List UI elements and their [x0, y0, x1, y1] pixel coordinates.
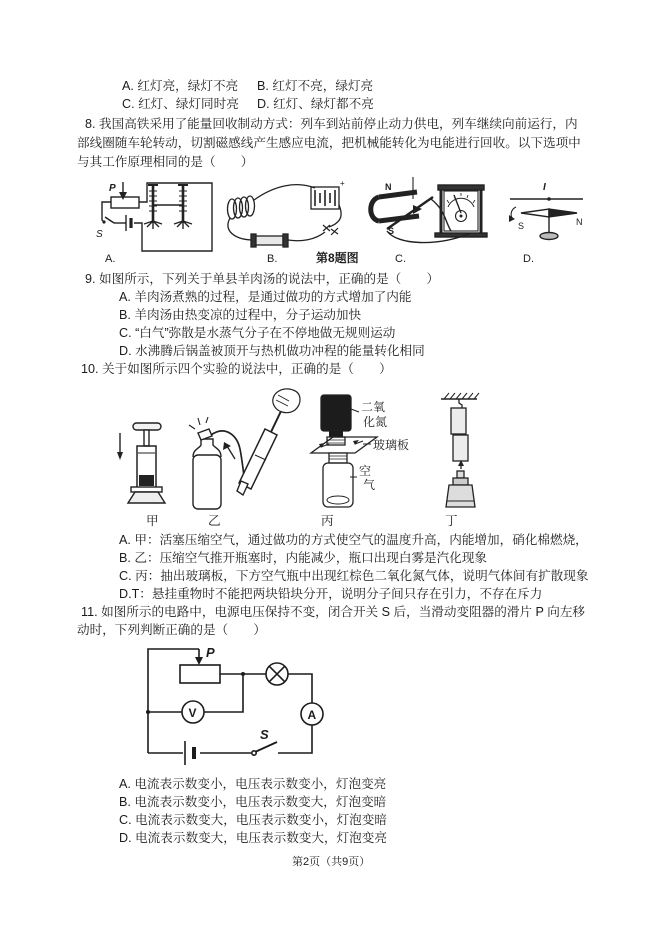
- q8-figure-label-c: C.: [395, 253, 406, 265]
- q10-stem: 10. 关于如图所示四个实验的说法中，正确的是（ ）: [81, 362, 392, 376]
- q9-option-b: B. 羊肉汤由热变凉的过程中，分子运动加快: [119, 308, 362, 322]
- q11-option-c: C. 电流表示数变大，电压表示数变小，灯泡变暗: [119, 813, 387, 827]
- q8-compass-n-label: N: [576, 217, 583, 227]
- q10-air-label-line1: 空: [359, 464, 372, 478]
- q7-option-b: B. 红灯不亮，绿灯亮: [257, 79, 374, 93]
- q9-option-c: C. “白气”弥散是水蒸气分子在不停地做无规则运动: [119, 326, 396, 340]
- q10-figure-label-ding: 丁: [445, 514, 458, 528]
- q7-option-a: A. 红灯亮，绿灯不亮: [122, 79, 239, 93]
- q11-switch-lever: [255, 742, 277, 752]
- q8-figure-caption: 第8题图: [316, 251, 359, 265]
- q10-glass-plate-label: 玻璃板: [373, 438, 410, 452]
- q10-option-c: C. 丙：抽出玻璃板，下方空气瓶中出现红棕色二氧化氮气体，说明气体间有扩散现象: [119, 569, 589, 583]
- q11-option-a: A. 电流表示数变小，电压表示数变小，灯泡变亮: [119, 777, 387, 791]
- q8-compass-s-label: S: [518, 221, 525, 231]
- q11-circuit-figure: [138, 643, 343, 771]
- q11-rheostat: [180, 665, 220, 683]
- q8-figure-label-a: A.: [105, 253, 116, 265]
- q10-figure-label-yi: 乙: [208, 514, 221, 528]
- q10-air-label-line2: 气: [363, 478, 376, 492]
- q8-figure-electromagnet-diagram: [102, 182, 212, 251]
- q11-option-d: D. 电流表示数变大，电压表示数变大，灯泡变亮: [119, 831, 387, 845]
- q11-option-b: B. 电流表示数变小，电压表示数变大，灯泡变暗: [119, 795, 387, 809]
- q9-stem: 9. 如图所示，下列关于单县羊肉汤的说法中，正确的是（ ）: [85, 272, 440, 286]
- q10-figure-lead-blocks: [441, 393, 479, 507]
- q8-stem-line-2: 部线圈随车轮转动，切割磁感线产生感应电流，把机械能转化为电能进行回收。以下选项中: [77, 136, 581, 150]
- q8-label-p: P: [109, 183, 116, 194]
- q10-no2-label-line2: 化氮: [363, 415, 388, 429]
- page-footer: 第2页（共9页）: [292, 856, 371, 868]
- q8-figure: [85, 177, 585, 265]
- q10-figure: [105, 383, 485, 515]
- q8-current-label: I: [543, 182, 546, 193]
- q7-option-c: C. 红灯、绿灯同时亮: [122, 97, 239, 111]
- q8-figure-oersted-diagram: [509, 197, 583, 239]
- q9-option-d: D. 水沸腾后锅盖被顶开与热机做功冲程的能量转化相同: [119, 344, 425, 358]
- q11-lamp: [266, 663, 288, 685]
- q8-figure-label-b: B.: [267, 253, 278, 265]
- q7-option-d: D. 红灯、绿灯都不亮: [257, 97, 374, 111]
- q10-figure-syringe: [117, 423, 165, 503]
- q8-figure-coil-battery-diagram: [228, 185, 342, 247]
- q11-switch-label: S: [260, 727, 269, 742]
- q10-figure-bottle-pump: [189, 389, 300, 509]
- q8-nail-right: [174, 185, 192, 229]
- q10-option-a: A. 甲：活塞压缩空气，通过做功的方式使空气的温度升高，内能增加，硝化棉燃烧，: [119, 533, 588, 547]
- q8-label-switch-s: S: [96, 229, 103, 240]
- q9-option-a: A. 羊肉汤煮熟的过程，是通过做功的方式增加了内能: [119, 290, 412, 304]
- q8-figure-label-d: D.: [523, 253, 534, 265]
- q11-stem-line-2: 动时，下列判断正确的是（ ）: [77, 623, 266, 637]
- q8-magnet-s-label: S: [388, 226, 395, 236]
- q11-stem-line-1: 11. 如图所示的电路中，电源电压保持不变，闭合开关 S 后，当滑动变阻器的滑片 P 向左移: [81, 605, 586, 619]
- q10-option-b: B. 乙：压缩空气推开瓶塞时，内能减少，瓶口出现白雾是汽化现象: [119, 551, 488, 565]
- q8-magnet-n-label: N: [385, 182, 392, 192]
- q10-figure-label-bing: 丙: [321, 514, 334, 528]
- q10-option-d: D.T：悬挂重物时不能把两块铅块分开，说明分子间只存在引力，不存在斥力: [119, 587, 543, 601]
- q11-label-p: P: [206, 645, 215, 660]
- q11-voltmeter-label: V: [188, 706, 197, 720]
- q10-figure-label-jia: 甲: [146, 514, 159, 528]
- q10-no2-label-line1: 二氧: [361, 400, 386, 414]
- q11-ammeter-label: A: [307, 708, 317, 722]
- q8-stem-line-1: 8. 我国高铁采用了能量回收制动方式：列车到站前停止动力供电，列车继续向前运行，内: [85, 117, 578, 131]
- q8-stem-line-3: 与其工作原理相同的是（ ）: [77, 155, 254, 169]
- q8-battery-plus: +: [340, 179, 345, 188]
- q11-circuit-wires: [146, 649, 323, 765]
